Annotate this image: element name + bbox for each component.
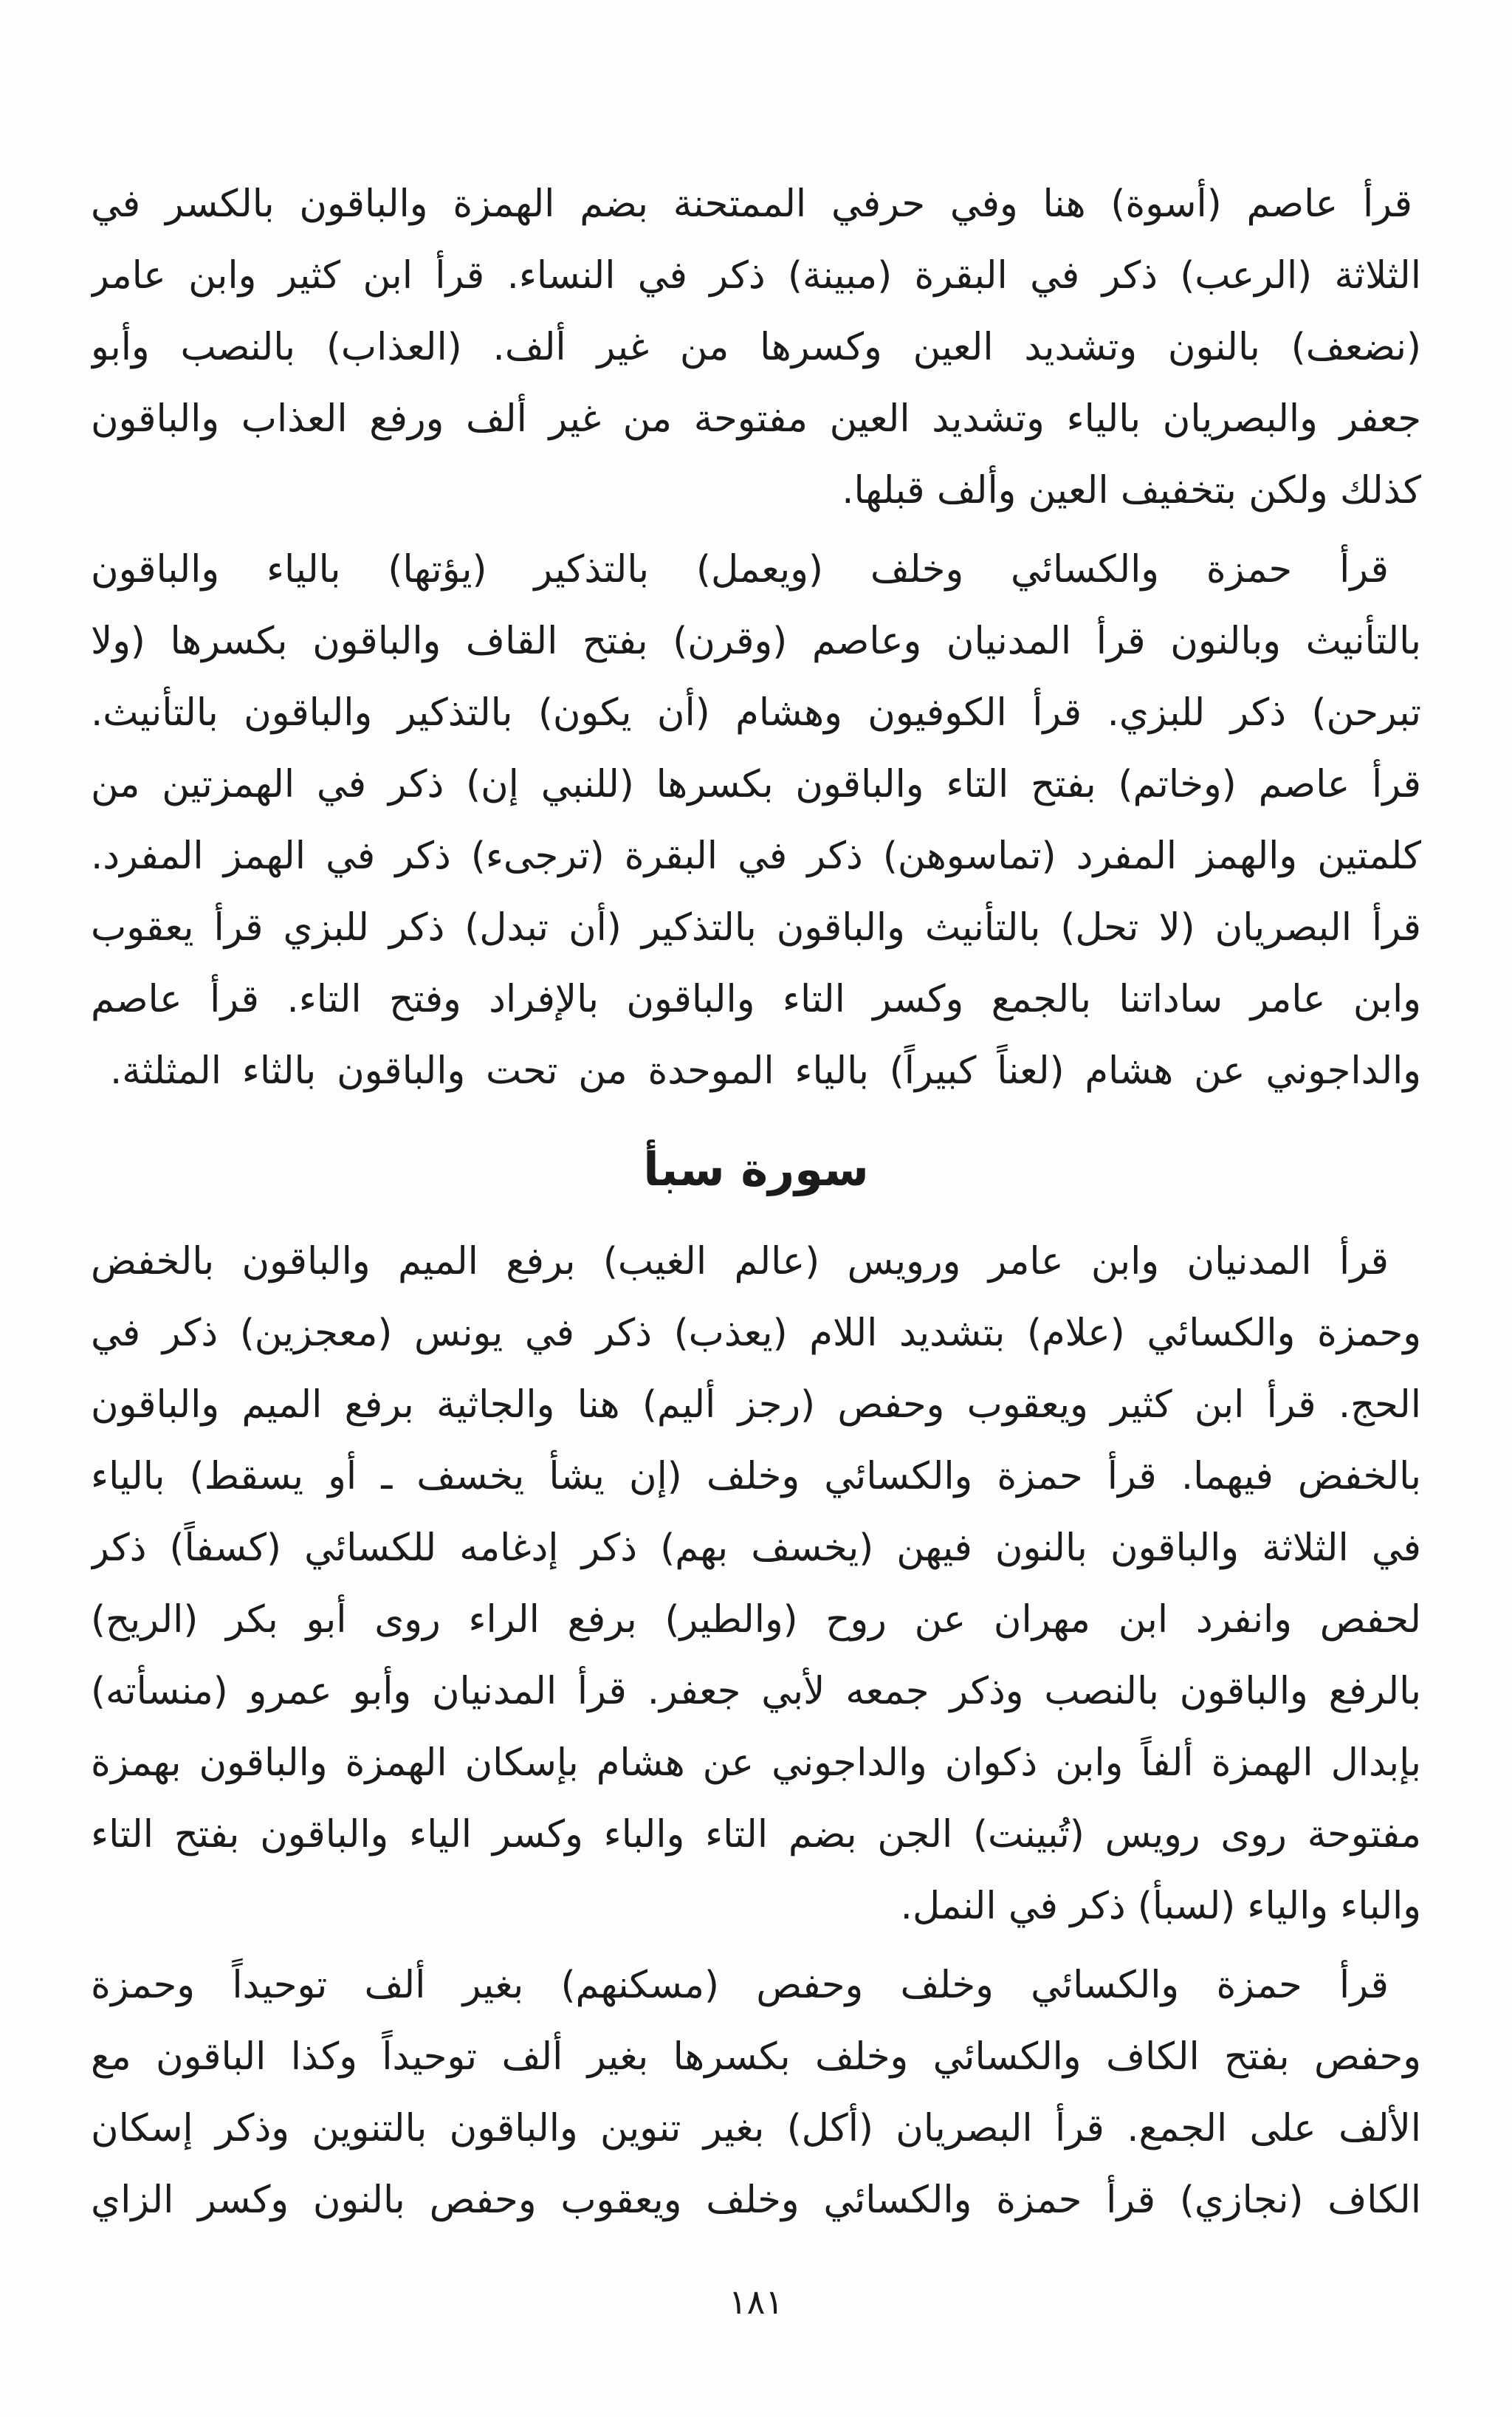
line-text: قرأ حمزة والكسائي وخلف (ويعمل) بالتذكير (يؤتها) بالياء والباقون	[91, 547, 1389, 592]
text-line	[91, 240, 1421, 312]
text-line	[91, 2164, 1421, 2236]
line-text: وحمزة والكسائي (علام) بتشديد اللام (يعذب) ذكر في يونس (معجزين) ذكر في	[91, 1311, 1421, 1355]
line-text: قرأ عاصم (أسوة) هنا وفي حرفي الممتحنة بضم الهمزة والباقون بالكسر في	[91, 182, 1412, 226]
line-text: بالخفض فيهما. قرأ حمزة والكسائي وخلف (إن يشأ يخسف ـ أو يسقط) بالياء	[91, 1454, 1421, 1498]
text-line	[91, 1297, 1421, 1369]
line-text: وحفص بفتح الكاف والكسائي وخلف بكسرها بغير ألف توحيداً وكذا الباقون مع	[91, 2034, 1421, 2079]
line-text: بالتأنيث وبالنون قرأ المدنيان وعاصم (وقرن) بفتح القاف والباقون بكسرها (ولا	[91, 619, 1421, 663]
line-text: قرأ عاصم (وخاتم) بفتح التاء والباقون بكسرها (للنبي إن) ذكر في الهمزتين من	[91, 762, 1421, 806]
text-line	[91, 1512, 1421, 1584]
paragraph	[91, 168, 1421, 527]
text-line	[91, 1656, 1421, 1727]
text-line	[91, 1871, 1421, 1942]
text-line	[91, 820, 1421, 892]
line-text: قرأ حمزة والكسائي وخلف وحفص (مسكنهم) بغير ألف توحيداً وحمزة	[91, 1963, 1389, 2007]
line-text: والباء والياء (لسبأ) ذكر في النمل.	[900, 1884, 1421, 1928]
line-text: بالرفع والباقون بالنصب وذكر جمعه لأبي جعفر. قرأ المدنيان وأبو عمرو (منسأته)	[91, 1669, 1421, 1713]
text-line	[91, 534, 1421, 606]
line-text: (نضعف) بالنون وتشديد العين وكسرها من غير ألف. (العذاب) بالنصب وأبو	[91, 325, 1421, 369]
line-text: كذلك ولكن بتخفيف العين وألف قبلها.	[842, 468, 1421, 512]
text-line	[91, 892, 1421, 964]
line-text: الكاف (نجازي) قرأ حمزة والكسائي وخلف ويعقوب وحفص بالنون وكسر الزاي	[91, 2178, 1421, 2222]
text-line	[91, 1369, 1421, 1441]
line-text: كلمتين والهمز المفرد (تماسوهن) ذكر في البقرة (ترجىء) ذكر في الهمز المفرد.	[91, 834, 1421, 878]
text-line	[91, 677, 1421, 749]
line-text: قرأ البصريان (لا تحل) بالتأنيث والباقون بالتذكير (أن تبدل) ذكر للبزي قرأ يعقوب	[91, 905, 1421, 950]
line-text: تبرحن) ذكر للبزي. قرأ الكوفيون وهشام (أن يكون) بالتذكير والباقون بالتأنيث.	[91, 690, 1421, 735]
text-line	[91, 1441, 1421, 1512]
paragraph	[91, 1950, 1421, 2236]
page-number: ١٨١	[728, 2282, 784, 2322]
text-line	[91, 1035, 1421, 1107]
line-text: لحفص وانفرد ابن مهران عن روح (والطير) برفع الراء روى أبو بكر (الريح)	[91, 1597, 1421, 1642]
line-text: قرأ المدنيان وابن عامر ورويس (عالم الغيب) برفع الميم والباقون بالخفض	[91, 1239, 1389, 1283]
text-line	[91, 1727, 1421, 1799]
line-text: والداجوني عن هشام (لعناً كبيراً) بالياء الموحدة من تحت والباقون بالثاء المثلثة.	[110, 1049, 1421, 1093]
line-text: بإبدال الهمزة ألفاً وابن ذكوان والداجوني عن هشام بإسكان الهمزة والباقون بهمزة	[91, 1741, 1421, 1785]
line-text: الألف على الجمع. قرأ البصريان (أكل) بغير تنوين والباقون بالتنوين وذكر إسكان	[91, 2106, 1421, 2150]
line-text: جعفر والبصريان بالياء وتشديد العين مفتوحة من غير ألف ورفع العذاب والباقون	[91, 397, 1421, 441]
body-text	[91, 168, 1421, 2236]
paragraph	[91, 534, 1421, 1107]
line-text: مفتوحة روى رويس (تُبينت) الجن بضم التاء والباء وكسر الياء والباقون بفتح التاء	[91, 1812, 1421, 1857]
paragraph	[91, 1226, 1421, 1942]
text-line	[91, 1799, 1421, 1871]
line-text: في الثلاثة والباقون بالنون فيهن (يخسف بهم) ذكر إدغامه للكسائي (كسفاً) ذكر	[91, 1526, 1421, 1570]
text-line	[91, 383, 1421, 455]
text-line	[91, 1584, 1421, 1656]
text-line	[91, 606, 1421, 677]
text-line	[91, 964, 1421, 1035]
text-line	[91, 1950, 1421, 2021]
line-text: الثلاثة (الرعب) ذكر في البقرة (مبينة) ذكر في النساء. قرأ ابن كثير وابن عامر	[91, 253, 1421, 298]
text-line	[91, 455, 1421, 527]
surah-heading: سورة سبأ	[643, 1142, 869, 1196]
text-line	[91, 312, 1421, 383]
text-line	[91, 749, 1421, 820]
line-text: الحج. قرأ ابن كثير ويعقوب وحفص (رجز أليم) هنا والجاثية برفع الميم والباقون	[91, 1382, 1421, 1427]
line-text: وابن عامر ساداتنا بالجمع وكسر التاء والباقون بالإفراد وفتح التاء. قرأ عاصم	[91, 977, 1421, 1021]
text-line	[91, 2093, 1421, 2164]
text-line	[91, 1226, 1421, 1297]
text-line	[91, 2021, 1421, 2093]
text-line	[91, 168, 1421, 240]
